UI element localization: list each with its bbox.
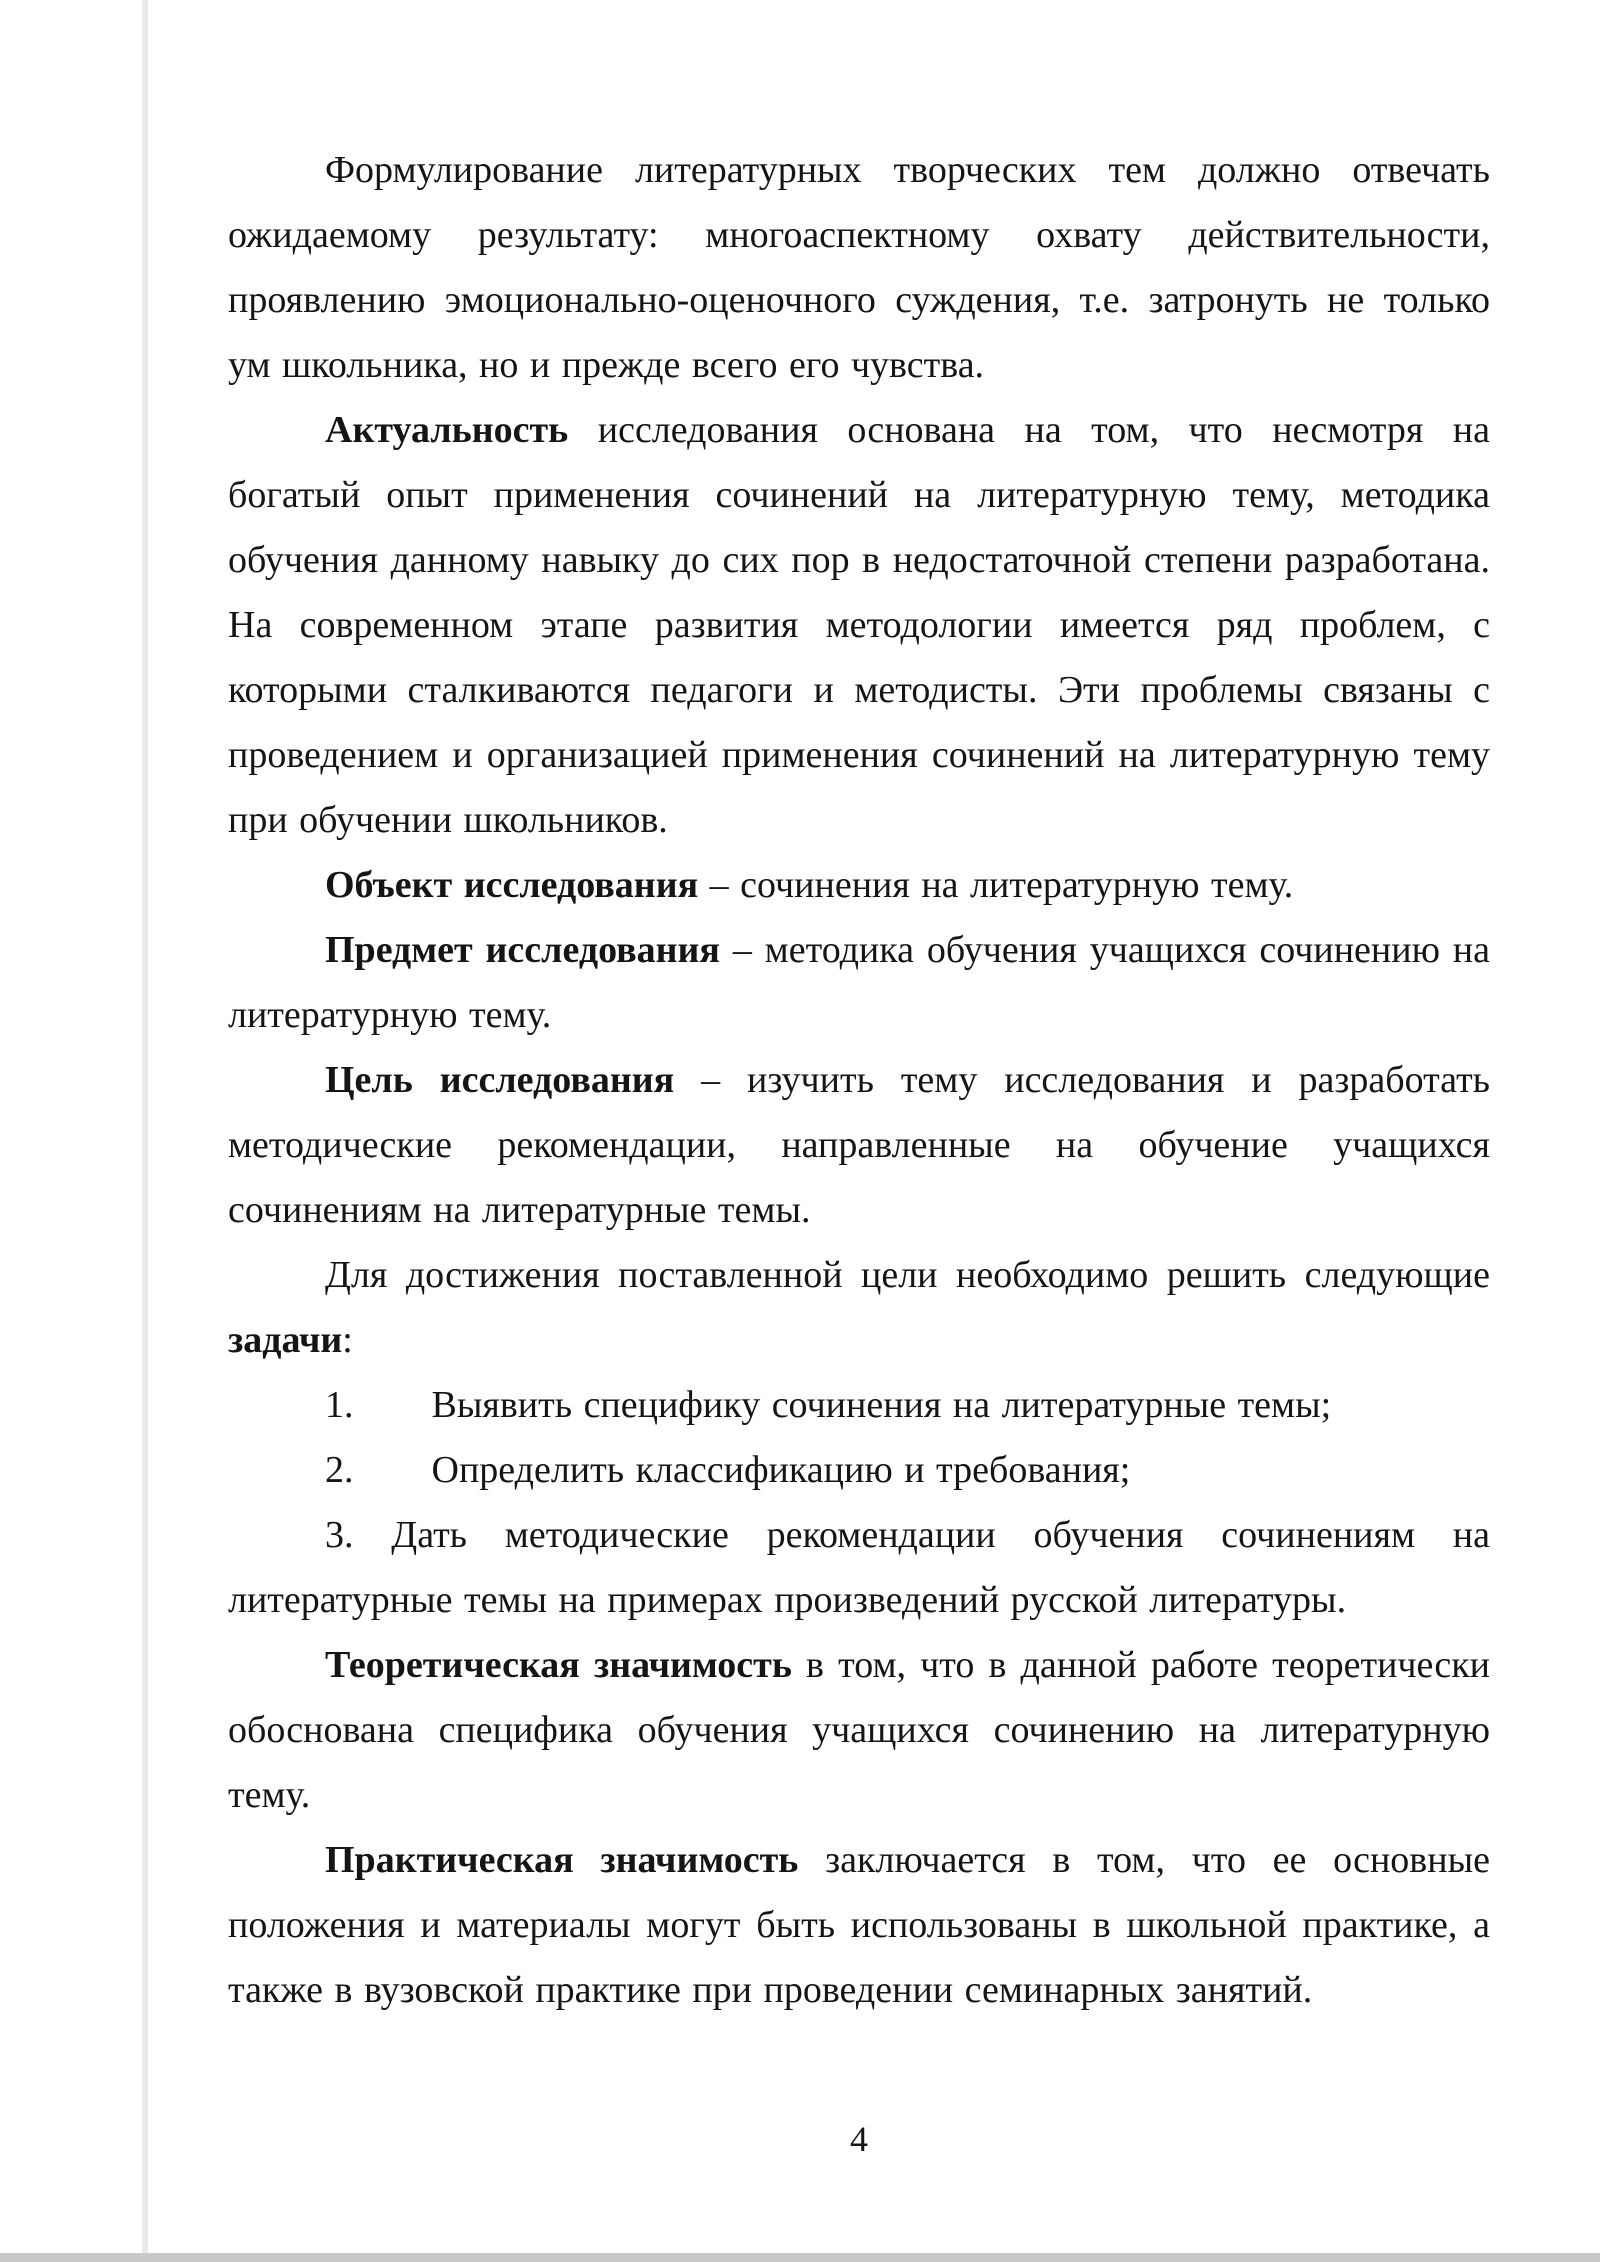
list-item-2 bbox=[228, 1438, 1490, 1503]
document-page bbox=[228, 138, 1490, 2159]
relevance-lead-bold: Актуальность bbox=[325, 409, 569, 451]
paragraph-relevance bbox=[228, 398, 1490, 853]
paragraph-tasks-intro bbox=[228, 1243, 1490, 1373]
subject-lead-bold: Предмет исследования bbox=[325, 929, 720, 971]
paragraph-intro bbox=[228, 138, 1490, 398]
relevance-text: исследования основана на том, что несмотря на богатый опыт применения сочинений на литературную тему, методика обучения данному навыку до сих пор в недостаточной степени разработана. На современном этапе развития методологии имеется ряд проблем, с которыми сталкиваются педагоги и методисты. Эти проблемы связаны с проведением и организацией применения сочинений на литературную тему при обучении школьников. bbox=[228, 409, 1490, 841]
page-bottom-edge-artifact bbox=[0, 2253, 1600, 2262]
paragraph-goal bbox=[228, 1048, 1490, 1243]
paragraph-practical bbox=[228, 1828, 1490, 2023]
theoretical-text: в том, что в данной работе теоретически обоснована специфика обучения учащихся сочинению на литературную тему. bbox=[228, 1644, 1490, 1816]
list-item-1 bbox=[228, 1373, 1490, 1438]
list-item-2-text: Определить классификацию и требования; bbox=[431, 1449, 1131, 1491]
list-item-1-text: Выявить специфику сочинения на литературные темы; bbox=[431, 1384, 1332, 1426]
list-item-2-number: 2. bbox=[325, 1449, 354, 1491]
object-lead-bold: Объект исследования bbox=[325, 864, 699, 906]
practical-lead-bold: Практическая значимость bbox=[325, 1839, 799, 1881]
object-text: – сочинения на литературную тему. bbox=[698, 864, 1294, 906]
page-number: 4 bbox=[850, 2119, 868, 2159]
tasks-intro-text: Для достижения поставленной цели необходимо решить следующие bbox=[325, 1254, 1490, 1296]
page-left-edge-artifact bbox=[142, 0, 148, 2262]
subject-text: – методика обучения учащихся сочинению на литературную тему. bbox=[228, 929, 1491, 1036]
paragraph-theoretical bbox=[228, 1633, 1490, 1828]
paragraph-object bbox=[228, 853, 1490, 918]
practical-text: заключается в том, что ее основные положения и материалы могут быть использованы в школьной практике, а также в вузовской практике при проведении семинарных занятий. bbox=[228, 1839, 1490, 2011]
paragraph-intro-text: Формулирование литературных творческих тем должно отвечать ожидаемому результату: многоаспектному охвату действительности, проявлению эмоционально-оценочного суждения, т.е. затронуть не только ум школьника, но и прежде всего его чувства. bbox=[228, 149, 1490, 386]
goal-text: – изучить тему исследования и разработать методические рекомендации, направленные на обучение учащихся сочинениям на литературные темы. bbox=[228, 1059, 1491, 1231]
list-item-3 bbox=[228, 1503, 1490, 1633]
list-item-1-number: 1. bbox=[325, 1384, 354, 1426]
tasks-colon: : bbox=[342, 1319, 353, 1361]
theoretical-lead-bold: Теоретическая значимость bbox=[325, 1644, 792, 1686]
tasks-bold-word: задачи bbox=[228, 1319, 343, 1361]
list-item-3-number: 3. bbox=[325, 1514, 354, 1556]
paragraph-subject bbox=[228, 918, 1490, 1048]
list-item-3-text: Дать методические рекомендации обучения сочинениям на литературные темы на примерах произведений русской литературы. bbox=[228, 1514, 1490, 1621]
goal-lead-bold: Цель исследования bbox=[325, 1059, 675, 1101]
